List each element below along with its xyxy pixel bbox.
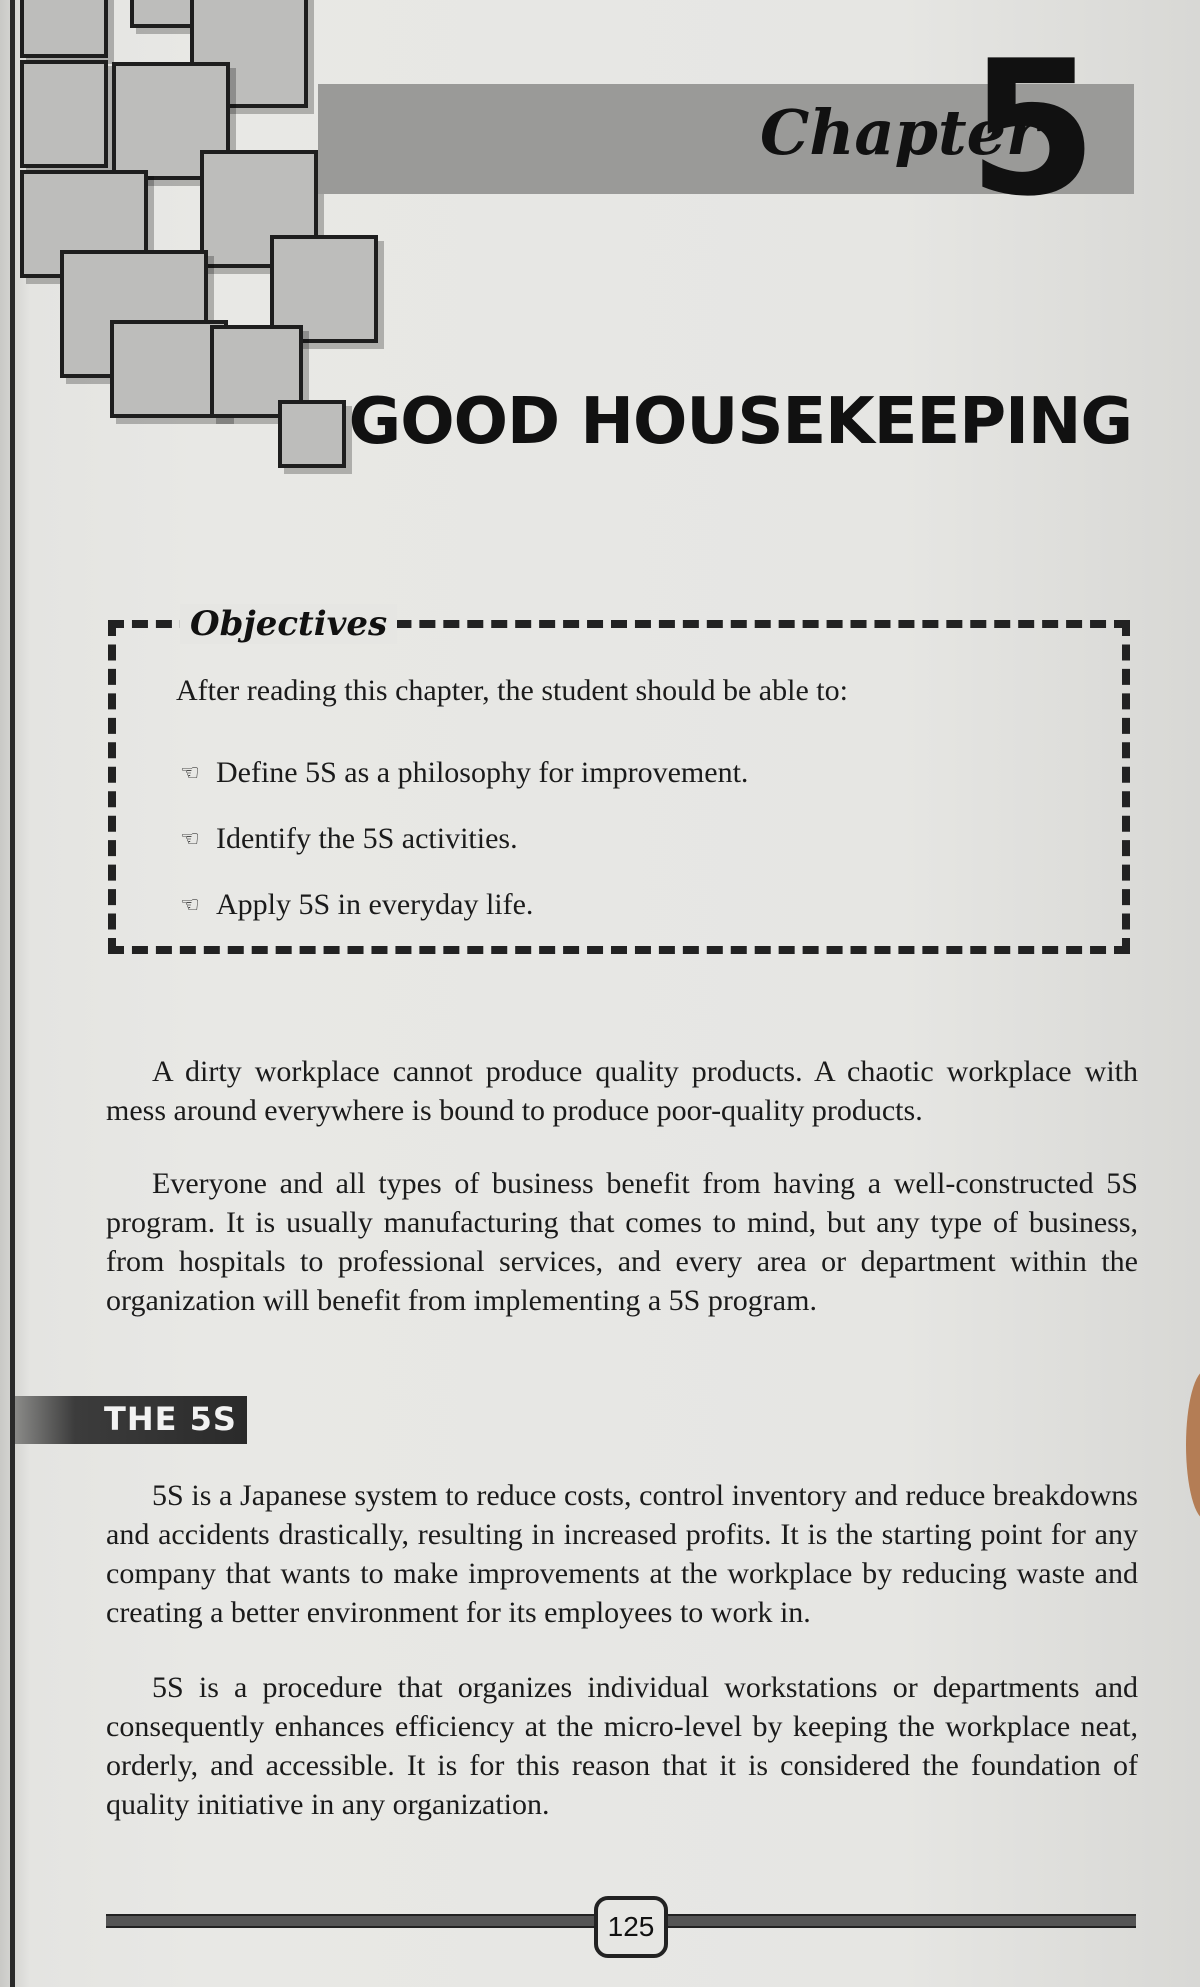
objective-item: [180, 740, 748, 806]
book-spine: [10, 0, 15, 1987]
paragraph-text: 5S is a Japanese system to reduce costs, control inventory and reduce breakdowns and accidents drastically, resulting in increased profits. It is the starting point for any company that wants to make improvements at the workplace by reducing waste and creating a better environment for its employees to work in.: [106, 1479, 1138, 1629]
page-number: 125: [594, 1896, 668, 1958]
objectives-intro: After reading this chapter, the student should be able to:: [176, 674, 848, 707]
page-edge-mark: [1186, 1370, 1200, 1520]
decor-square: [20, 60, 108, 168]
paragraph-text: Everyone and all types of business benefit from having a well-constructed 5S program. It is usually manufacturing that comes to mind, but any type of business, from hospitals to professional services, and every area or department within the organization will benefit from implementing a 5S program.: [106, 1167, 1138, 1317]
pointing-hand-icon: ☜: [180, 760, 200, 785]
objective-item: [180, 872, 748, 938]
section-heading: THE 5S: [104, 1400, 237, 1438]
objectives-list: [180, 740, 748, 938]
intro-paragraph: [106, 1164, 1138, 1320]
section-paragraph: [106, 1476, 1138, 1632]
section-paragraph: [106, 1668, 1138, 1824]
chapter-label: Chapter: [760, 96, 1039, 169]
pointing-hand-icon: ☜: [180, 892, 200, 917]
pointing-hand-icon: ☜: [180, 826, 200, 851]
objectives-label: Objectives: [180, 604, 397, 644]
objective-text: Define 5S as a philosophy for improvement.: [216, 756, 749, 789]
chapter-title: GOOD HOUSEKEEPING: [348, 385, 1132, 459]
decor-square: [20, 0, 108, 58]
objective-item: [180, 806, 748, 872]
decor-square: [278, 400, 346, 468]
chapter-number: 5: [968, 20, 1098, 237]
objective-text: Apply 5S in everyday life.: [216, 888, 534, 921]
paragraph-text: A dirty workplace cannot produce quality products. A chaotic workplace with mess around everywhere is bound to produce poor-quality products.: [106, 1055, 1138, 1127]
objective-text: Identify the 5S activities.: [216, 822, 518, 855]
paragraph-text: 5S is a procedure that organizes individual workstations or departments and consequently enhances efficiency at the micro-level by keeping the workplace neat, orderly, and accessible. It is for this reason that it is considered the foundation of quality initiative in any organization.: [106, 1671, 1138, 1821]
intro-paragraph: [106, 1052, 1138, 1130]
